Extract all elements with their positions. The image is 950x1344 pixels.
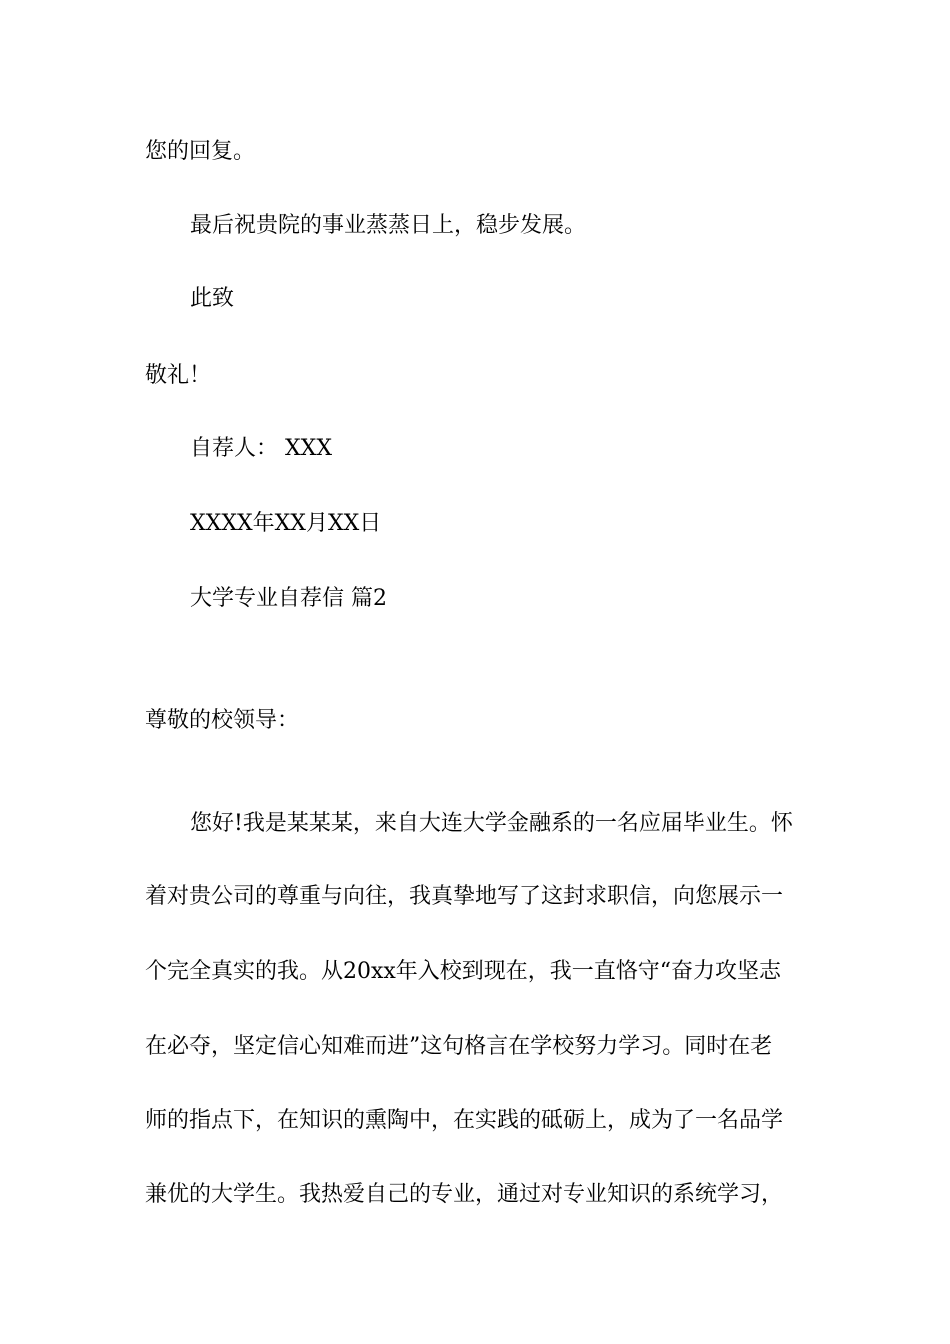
salutation-line: 尊敬的校领导： [145, 708, 300, 733]
paragraph-line-6: 兼优的大学生。我热爱自己的专业，通过对专业知识的系统学习， [145, 1182, 784, 1207]
paragraph-line-2: 着对贵公司的尊重与向往，我真挚地写了这封求职信，向您展示一 [145, 884, 784, 909]
text-line-closing: 此致 [190, 286, 235, 311]
paragraph-line-3: 个完全真实的我。从20xx年入校到现在，我一直恪守“奋力攻坚志 [145, 959, 782, 984]
paragraph-line-4: 在必夺，坚定信心知难而进”这句格言在学校努力学习。同时在老 [145, 1034, 773, 1059]
text-line-wishes: 最后祝贵院的事业蒸蒸日上，稳步发展。 [190, 213, 587, 238]
text-line-salute: 敬礼！ [145, 363, 212, 388]
text-line-date: XXXX年XX月XX日 [190, 511, 382, 536]
paragraph-line-1: 您好!我是某某某，来自大连大学金融系的一名应届毕业生。怀 [190, 811, 793, 836]
paragraph-line-5: 师的指点下，在知识的熏陶中，在实践的砥砺上，成为了一名品学 [145, 1108, 784, 1133]
text-line-signature: 自荐人： XXX [190, 436, 332, 461]
text-line-reply: 您的回复。 [145, 139, 256, 164]
section-heading: 大学专业自荐信 篇2 [190, 586, 387, 611]
